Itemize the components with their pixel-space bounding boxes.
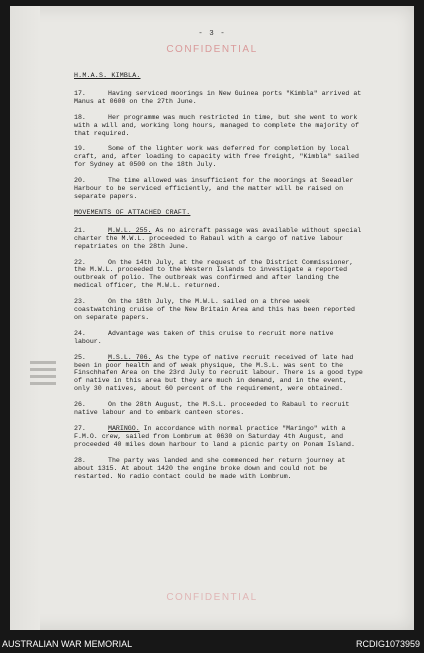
paragraph-27	[74, 425, 364, 449]
margin-mark	[30, 361, 56, 364]
paragraph-number: 26.	[74, 401, 86, 409]
paragraph-text: The time allowed was insufficient for the moorings at Seeadler Harbour to be serviced efficiently, and the matter will be raised on separate papers.	[74, 177, 358, 200]
document-body	[74, 72, 367, 488]
vessel-name: MARINGO.	[108, 425, 140, 432]
paragraph-text: Having serviced moorings in New Guinea ports "Kimbla" arrived at Manus at 0600 on the 27th June.	[74, 89, 366, 105]
paragraph-21	[74, 227, 364, 251]
archive-name: AUSTRALIAN WAR MEMORIAL	[2, 639, 133, 649]
paragraph-22	[74, 259, 364, 291]
paragraph-text: On the 14th July, at the request of the District Commissioner, the M.W.L. proceeded to the Western Islands to investigate a reported outbreak of polio. The outbreak was confirmed and after landing the medical officer, the M.W.L. returned.	[74, 258, 358, 290]
paragraph-19	[74, 145, 364, 169]
paragraph-number: 28.	[74, 456, 86, 464]
confidential-stamp-bottom: CONFIDENTIAL	[166, 592, 258, 603]
margin-mark	[30, 375, 56, 378]
record-id: RCDIG1073959	[355, 639, 420, 649]
paragraph-text: Her programme was much restricted in time, but she went to work with a will and, working long hours, managed to complete the majority of that required.	[74, 113, 363, 137]
paragraph-text: Some of the lighter work was deferred for completion by local craft, and, after loading to capacity with free freight, "Kimbla" sailed for Sydney at 0500 on the 18th July.	[74, 145, 363, 169]
paragraph-18	[74, 114, 364, 138]
margin-mark	[30, 382, 56, 385]
section-heading-kimbla: H.M.A.S. KIMBLA.	[74, 72, 141, 79]
paragraph-text: As the type of native recruit received of late had been in poor health and of weak physique, the M.S.L. was sent to the Finschhafen Area on the 23rd July to recruit labour. There is a good type of native in this area but they are much in demand, and in the event, only 30 natives, about 60 percent of the requirement, were obtained.	[74, 353, 367, 393]
paragraph-number: 27.	[74, 425, 86, 432]
paragraph-number: 22.	[74, 258, 86, 266]
paragraph-text: Advantage was taken of this cruise to recruit more native labour.	[74, 329, 338, 345]
paragraph-text: In accordance with normal practice "Maringo" with a F.M.O. crew, sailed from Lombrum at 0630 on Saturday 4th August, and proceeded 40 miles down harbour to land a picnic party on Ponam Island.	[74, 425, 355, 448]
paragraph-number: 17.	[74, 89, 86, 97]
paragraph-20	[74, 177, 364, 201]
paragraph-number: 24.	[74, 329, 86, 337]
paragraph-23	[74, 298, 364, 322]
document-page	[10, 6, 414, 630]
paragraph-number: 21.	[74, 226, 86, 234]
vessel-name: M.S.L. 706.	[108, 353, 152, 361]
confidential-stamp-top: CONFIDENTIAL	[166, 44, 258, 55]
vessel-name: M.W.L. 255.	[108, 226, 152, 234]
paragraph-17	[74, 90, 364, 106]
page-number: - 3 -	[198, 30, 226, 38]
paragraph-number: 19.	[74, 145, 86, 153]
paragraph-number: 25.	[74, 353, 86, 361]
paragraph-number: 23.	[74, 298, 86, 306]
margin-mark	[30, 368, 56, 371]
paragraph-25	[74, 353, 367, 394]
paragraph-text: As no aircraft passage was available without special charter the M.W.L. proceeded to Rabaul with a cargo of native labour repatriates on the 28th June.	[74, 226, 366, 250]
paragraph-number: 18.	[74, 113, 86, 121]
paragraph-text: On the 28th August, the M.S.L. proceeded to Rabaul to recruit native labour and to embark canteen stores.	[74, 401, 354, 417]
archive-footer	[0, 636, 424, 653]
paragraph-28	[74, 457, 364, 481]
paragraph-text: The party was landed and she commenced her return journey at about 1315. At about 1420 the engine broke down and could not be restarted. No radio contact could be made with Lombrum.	[74, 456, 350, 480]
paragraph-24	[74, 330, 364, 346]
page-edge-shadow	[10, 6, 40, 630]
paragraph-text: On the 18th July, the M.W.L. sailed on a three week coastwatching cruise of the New Britain Area and this has been reported on separate papers.	[74, 298, 359, 321]
section-heading-movements: MOVEMENTS OF ATTACHED CRAFT.	[74, 208, 191, 216]
paragraph-number: 20.	[74, 177, 86, 185]
paragraph-26	[74, 401, 364, 417]
